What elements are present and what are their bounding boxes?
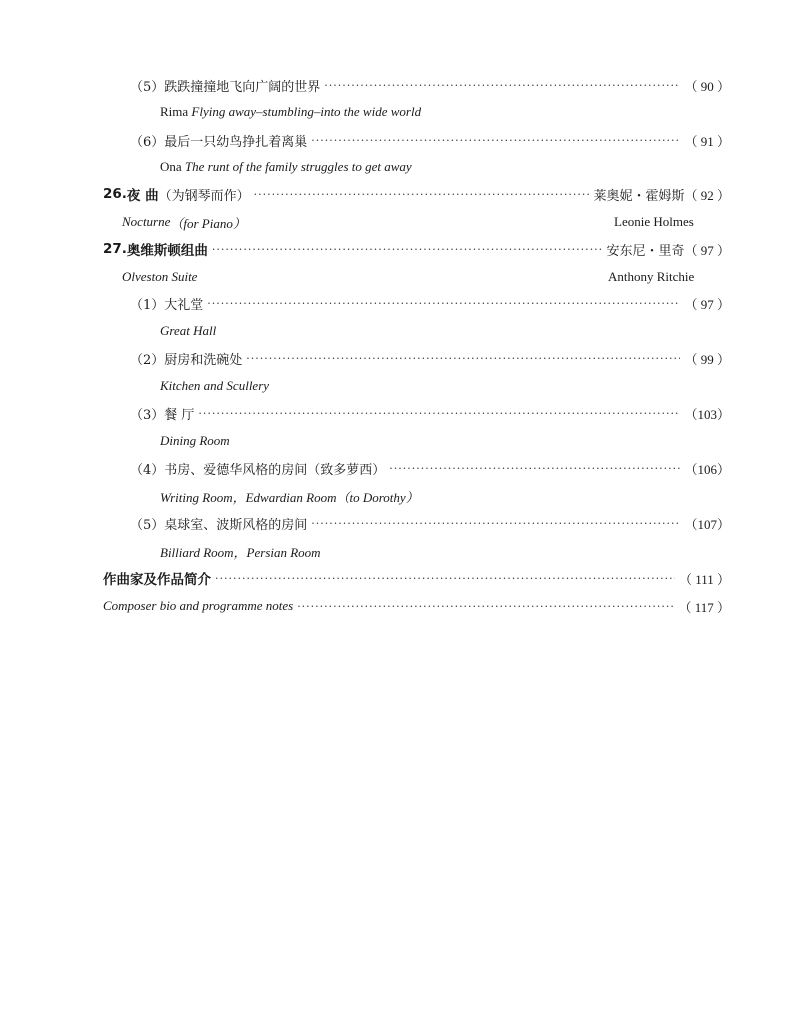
piece-title-zh: 夜 曲 — [126, 188, 159, 204]
movement-title-zh: （3）餐 厅 — [130, 407, 195, 423]
bio-title-zh: 作曲家及作品简介 — [103, 572, 211, 588]
performer-name: Rima — [160, 104, 189, 119]
movement-title-en: Dining Room — [160, 433, 230, 448]
composer-name-en: Leonie Holmes — [614, 214, 694, 229]
movement-title-en: Great Hall — [160, 323, 217, 338]
english-subtitle: （for Piano） — [170, 215, 246, 231]
toc-piece-26[interactable] — [103, 182, 730, 206]
entry-title-en — [160, 101, 421, 123]
page-number: （107） — [684, 516, 730, 532]
composer-name-zh: 莱奥妮・霍姆斯 — [593, 188, 685, 204]
leader-dots — [311, 517, 680, 530]
leader-dots — [246, 352, 680, 365]
piece-subtitle-zh: （为钢琴而作） — [158, 188, 250, 204]
english-title: The runt of the family struggles to get away — [184, 159, 412, 174]
page-number: （ 111 ） — [678, 571, 730, 587]
composer-name-zh: 安东尼・里奇 — [606, 243, 685, 259]
leader-dots — [324, 79, 680, 92]
leader-dots — [297, 600, 674, 613]
english-title: Flying away–stumbling–into the wide world — [191, 104, 422, 119]
toc-entry[interactable] — [130, 73, 730, 97]
page-number: （ 117 ） — [678, 599, 730, 615]
entry-title-zh: （6）最后一只幼鸟挣扎着离巢 — [130, 134, 308, 150]
movement-title-zh: （4）书房、爱德华风格的房间（致多萝西） — [130, 462, 386, 478]
toc-bio-zh[interactable] — [103, 566, 730, 590]
toc-bio-en[interactable] — [103, 594, 730, 618]
movement-title-zh: （2）厨房和洗碗处 — [130, 352, 243, 368]
page-number: （ 91 ） — [684, 133, 730, 149]
piece-title-zh: 奥维斯顿组曲 — [126, 243, 208, 259]
movement-title-en: Writing Room，Edwardian Room（to Dorothy） — [160, 489, 419, 505]
piece-number: 26. — [103, 186, 127, 202]
leader-dots — [212, 243, 603, 256]
entry-title-en — [160, 156, 412, 178]
bio-title-en: Composer bio and programme notes — [103, 598, 294, 613]
page-number: （ 97 ） — [684, 242, 730, 258]
english-title: Nocturne — [122, 214, 171, 229]
toc-movement[interactable] — [130, 291, 730, 315]
page-number: （103） — [684, 406, 730, 422]
leader-dots — [389, 462, 680, 475]
leader-dots — [207, 297, 680, 310]
toc-piece-27[interactable] — [103, 237, 730, 261]
page-number: （ 90 ） — [684, 78, 730, 94]
page-number: （ 99 ） — [684, 351, 730, 367]
movement-title-zh: （5）桌球室、波斯风格的房间 — [130, 517, 308, 533]
leader-dots — [198, 407, 680, 420]
movement-title-zh: （1）大礼堂 — [130, 297, 204, 313]
movement-title-en: Billiard Room，Persian Room — [160, 544, 321, 560]
leader-dots — [215, 572, 675, 585]
leader-dots — [254, 188, 590, 201]
piece-title-en: Olveston Suite — [122, 269, 198, 284]
toc-movement[interactable] — [130, 401, 730, 425]
toc-movement[interactable] — [130, 456, 730, 480]
toc-entry[interactable] — [130, 128, 730, 152]
page-number: （106） — [684, 461, 730, 477]
piece-title-en — [122, 211, 246, 233]
composer-name-en: Anthony Ritchie — [608, 269, 695, 284]
movement-title-en: Kitchen and Scullery — [160, 378, 270, 393]
toc-movement[interactable] — [130, 511, 730, 535]
entry-title-zh: （5）跌跌撞撞地飞向广阔的世界 — [130, 79, 321, 95]
toc-movement[interactable] — [130, 346, 730, 370]
piece-number: 27. — [103, 241, 127, 257]
page-number: （ 92 ） — [684, 187, 730, 203]
leader-dots — [311, 134, 680, 147]
performer-name: Ona — [160, 159, 182, 174]
page-number: （ 97 ） — [684, 296, 730, 312]
